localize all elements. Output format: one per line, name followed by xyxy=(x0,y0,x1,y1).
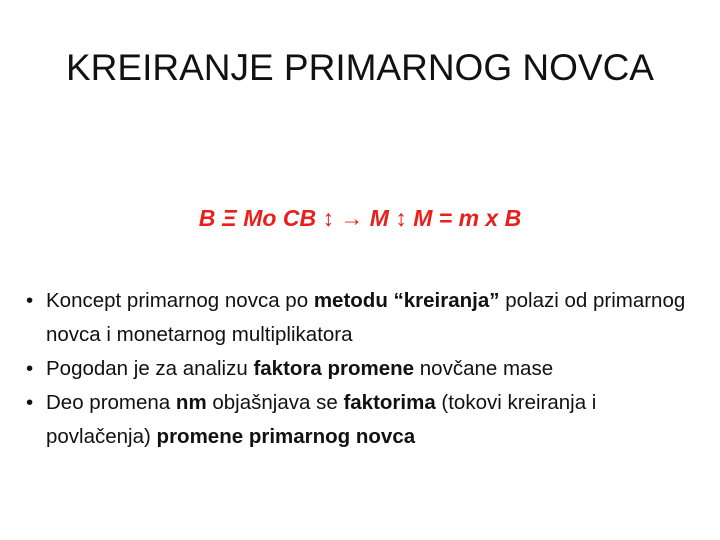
bullet-dot-icon: • xyxy=(26,391,34,414)
bullet-item xyxy=(24,284,704,352)
bullet-text-bold: metodu “kreiranja” xyxy=(313,289,500,312)
bullet-text-segment: Deo promena xyxy=(46,391,176,414)
bullet-text-bold: faktorima xyxy=(343,391,436,414)
bullet-text-bold: faktora promene xyxy=(253,357,415,380)
bullet-item xyxy=(24,352,704,386)
bullet-text-bold: nm xyxy=(175,391,207,414)
bullet-text-segment: Pogodan je za analizu xyxy=(46,357,254,380)
bullet-dot-icon: • xyxy=(26,289,34,312)
bullet-text-segment: polazi od primarnog novca i monetarnog multiplikatora xyxy=(46,289,686,346)
bullet-text-segment: (tokovi kreiranja i povlačenja) xyxy=(46,391,597,448)
bullet-item xyxy=(24,386,704,454)
slide-title: KREIRANJE PRIMARNOG NOVCA xyxy=(66,47,654,88)
bullet-text-segment: objašnjava se xyxy=(206,391,344,414)
bullet-text-bold: promene primarnog novca xyxy=(156,425,416,448)
formula: B Ξ Mo CB ↕ → M ↕ M = m x B xyxy=(198,205,522,231)
bullet-text-segment: novčane mase xyxy=(414,357,554,380)
bullet-text-segment: Koncept primarnog novca po xyxy=(46,289,314,312)
bullet-list xyxy=(24,284,704,454)
bullet-dot-icon: • xyxy=(26,357,34,380)
